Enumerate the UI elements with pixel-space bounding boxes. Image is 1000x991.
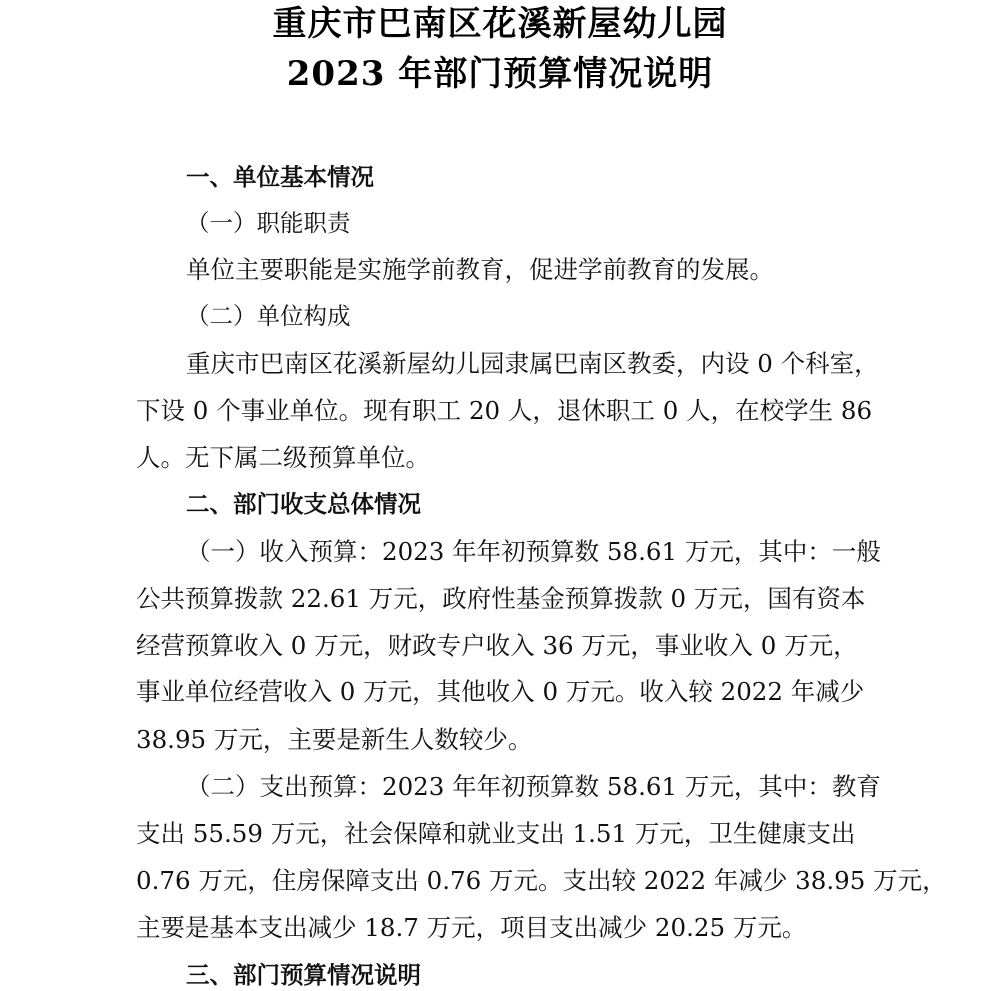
paragraph-line: 下设 0 个事业单位。现有职工 20 人，退休职工 0 人，在校学生 86: [136, 396, 873, 425]
document-title-line-1: 重庆市巴南区花溪新屋幼儿园: [272, 4, 728, 44]
paragraph-line: 38.95 万元，主要是新生人数较少。: [136, 725, 533, 754]
paragraph-line: 公共预算拨款 22.61 万元，政府性基金预算拨款 0 万元，国有资本: [136, 584, 866, 613]
section-heading-3: 三、部门预算情况说明: [186, 961, 421, 989]
subsection-heading-duties: （一）职能职责: [186, 209, 351, 237]
paragraph-line: 支出 55.59 万元，社会保障和就业支出 1.51 万元，卫生健康支出: [136, 819, 856, 848]
paragraph-line: 重庆市巴南区花溪新屋幼儿园隶属巴南区教委，内设 0 个科室，: [186, 349, 879, 378]
section-heading-1: 一、单位基本情况: [186, 163, 374, 191]
paragraph-line: 事业单位经营收入 0 万元，其他收入 0 万元。收入较 2022 年减少: [136, 677, 865, 706]
paragraph-line: 0.76 万元，住房保障支出 0.76 万元。支出较 2022 年减少 38.95 万元，: [136, 866, 947, 895]
paragraph-line: 经营预算收入 0 万元，财政专户收入 36 万元，事业收入 0 万元，: [136, 631, 858, 660]
section-heading-2: 二、部门收支总体情况: [186, 490, 421, 518]
paragraph-line: （一）收入预算：2023 年年初预算数 58.61 万元，其中：一般: [186, 537, 881, 566]
paragraph-line: 单位主要职能是实施学前教育，促进学前教育的发展。: [186, 255, 774, 284]
paragraph-line: （二）支出预算：2023 年年初预算数 58.61 万元，其中：教育: [186, 772, 881, 801]
paragraph-line: 人。无下属二级预算单位。: [136, 443, 430, 472]
subsection-heading-structure: （二）单位构成: [186, 302, 351, 330]
document-title-line-2: 2023 年部门预算情况说明: [286, 54, 714, 94]
paragraph-line: 主要是基本支出减少 18.7 万元，项目支出减少 20.25 万元。: [136, 913, 807, 942]
